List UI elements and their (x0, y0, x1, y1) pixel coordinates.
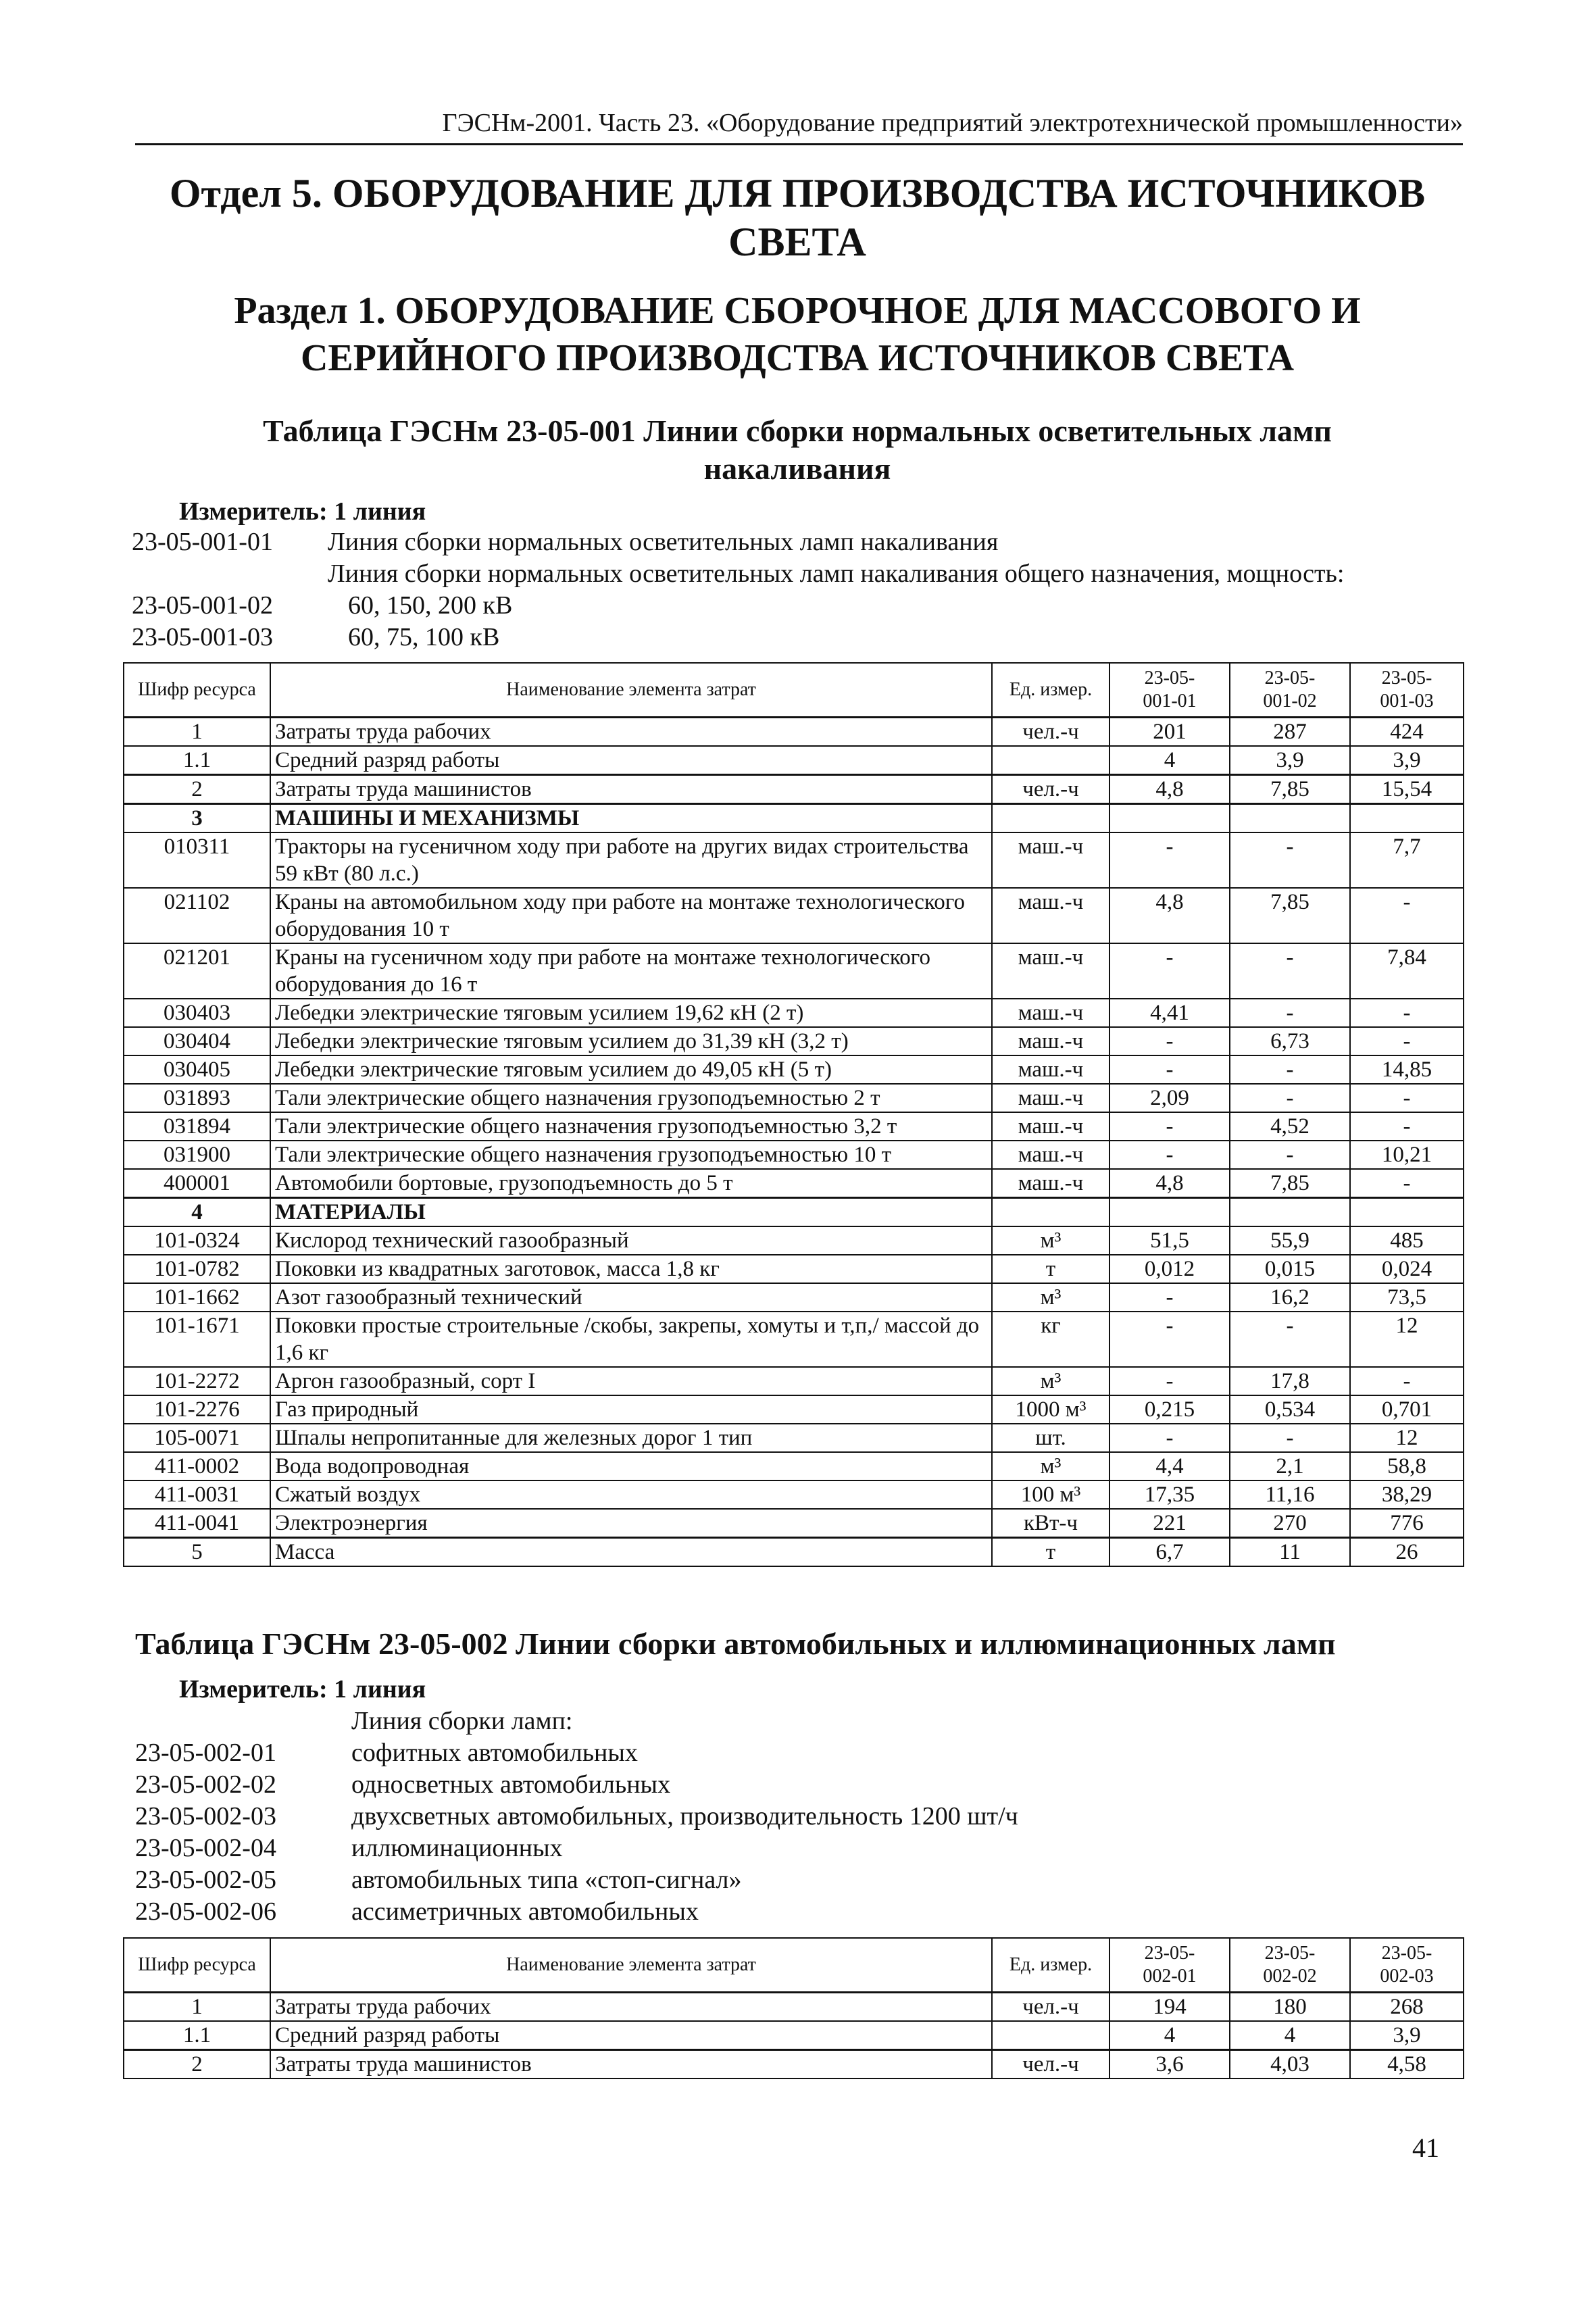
value-cell: 26 (1350, 1537, 1464, 1566)
cost-element-cell: Вода водопроводная (270, 1452, 992, 1480)
unit-cell: маш.-ч (992, 1055, 1109, 1084)
unit-cell: м³ (992, 1367, 1109, 1395)
unit-cell: кг (992, 1312, 1109, 1367)
running-header: ГЭСНм-2001. Часть 23. «Оборудование предприятий электротехнической промышленности» (135, 108, 1463, 145)
code: 23-05-002-05 (135, 1866, 276, 1894)
code-description: софитных автомобильных (351, 1739, 638, 1767)
resource-code-cell: 1 (124, 1992, 270, 2021)
value-cell: 10,21 (1350, 1141, 1464, 1169)
cost-element-cell: Затраты труда рабочих (270, 1992, 992, 2021)
code-row (135, 1770, 1419, 1801)
cost-element-cell: Шпалы непропитанные для железных дорог 1 тип (270, 1424, 992, 1452)
code: 23-05-002-04 (135, 1834, 276, 1862)
code: 23-05-001-02 (132, 591, 273, 620)
resource-code-cell: 031900 (124, 1141, 270, 1169)
resource-code-cell: 1.1 (124, 746, 270, 775)
value-cell: 12 (1350, 1312, 1464, 1367)
cost-element-cell: Газ природный (270, 1395, 992, 1424)
value-cell: - (1109, 1424, 1230, 1452)
table-row (124, 2049, 1464, 2078)
column-header: 23-05- 002-01 (1109, 1938, 1230, 1992)
code-row (135, 1738, 1419, 1770)
code-row (135, 1897, 1419, 1928)
column-header: 23-05- 002-02 (1230, 1938, 1350, 1992)
table-row (124, 1226, 1464, 1255)
cost-element-cell: Затраты труда машинистов (270, 774, 992, 803)
table-row (124, 746, 1464, 775)
cost-element-cell: МАШИНЫ И МЕХАНИЗМЫ (270, 803, 992, 832)
value-cell: 485 (1350, 1226, 1464, 1255)
resource-code-cell: 021102 (124, 888, 270, 943)
resource-code-cell: 101-0782 (124, 1255, 270, 1283)
unit-cell: чел.-ч (992, 717, 1109, 746)
cost-element-cell: Лебедки электрические тяговым усилием до 49,05 кН (5 т) (270, 1055, 992, 1084)
value-cell: - (1109, 1112, 1230, 1141)
value-cell: 38,29 (1350, 1480, 1464, 1509)
table-row (124, 774, 1464, 803)
cost-element-cell: Лебедки электрические тяговым усилием 19,62 кН (2 т) (270, 999, 992, 1027)
value-cell (1109, 1197, 1230, 1226)
table-row (124, 803, 1464, 832)
table-row (124, 1169, 1464, 1198)
value-cell: 4,8 (1109, 888, 1230, 943)
unit-cell: м³ (992, 1283, 1109, 1312)
value-cell (1109, 803, 1230, 832)
cost-element-cell: МАТЕРИАЛЫ (270, 1197, 992, 1226)
resource-code-cell: 101-1662 (124, 1283, 270, 1312)
value-cell: 424 (1350, 717, 1464, 746)
value-cell: - (1230, 1141, 1350, 1169)
value-cell: 4 (1109, 2021, 1230, 2050)
cost-element-cell: Сжатый воздух (270, 1480, 992, 1509)
value-cell (1350, 1197, 1464, 1226)
value-cell: 270 (1230, 1509, 1350, 1538)
value-cell: 14,85 (1350, 1055, 1464, 1084)
resource-code-cell: 411-0002 (124, 1452, 270, 1480)
value-cell (1350, 803, 1464, 832)
unit-cell: шт. (992, 1424, 1109, 1452)
code: 23-05-002-03 (135, 1802, 276, 1831)
resource-code-cell: 5 (124, 1537, 270, 1566)
table-row (124, 1480, 1464, 1509)
column-header: Наименование элемента затрат (270, 1938, 992, 1992)
unit-cell: маш.-ч (992, 1141, 1109, 1169)
resource-code-cell: 4 (124, 1197, 270, 1226)
value-cell: - (1350, 1367, 1464, 1395)
table1-body (124, 717, 1464, 1566)
value-cell: - (1109, 1312, 1230, 1367)
value-cell: 7,7 (1350, 832, 1464, 888)
table2-code-list (135, 1706, 1419, 1928)
value-cell: 51,5 (1109, 1226, 1230, 1255)
value-cell: - (1230, 1424, 1350, 1452)
cost-element-cell: Тракторы на гусеничном ходу при работе на других видах строительства 59 кВт (80 л.с.) (270, 832, 992, 888)
code-row (135, 1865, 1419, 1897)
unit-cell: т (992, 1255, 1109, 1283)
code-description: двухсветных автомобильных, производительность 1200 шт/ч (351, 1802, 1018, 1831)
code: 23-05-001-01 (132, 528, 273, 556)
value-cell: 4,41 (1109, 999, 1230, 1027)
value-cell: - (1230, 832, 1350, 888)
cost-element-cell: Лебедки электрические тяговым усилием до 31,39 кН (3,2 т) (270, 1027, 992, 1055)
table1-title-line-1: Таблица ГЭСНм 23-05-001 Линии сборки нормальных осветительных ламп (263, 414, 1332, 448)
cost-element-cell: Средний разряд работы (270, 2021, 992, 2050)
value-cell: 4,52 (1230, 1112, 1350, 1141)
code-description: односветных автомобильных (351, 1770, 671, 1799)
column-header: 23-05- 002-03 (1350, 1938, 1464, 1992)
value-cell: - (1350, 1169, 1464, 1198)
table-row (124, 1141, 1464, 1169)
page-number: 41 (1412, 2133, 1439, 2163)
column-header: Ед. измер. (992, 663, 1109, 717)
value-cell: 3,9 (1350, 2021, 1464, 2050)
column-header: Ед. измер. (992, 1938, 1109, 1992)
department-title-line-2: СВЕТА (728, 220, 866, 264)
cost-element-cell: Затраты труда рабочих (270, 717, 992, 746)
unit-cell: 100 м³ (992, 1480, 1109, 1509)
value-cell: 6,73 (1230, 1027, 1350, 1055)
cost-element-cell: Электроэнергия (270, 1509, 992, 1538)
value-cell: 6,7 (1109, 1537, 1230, 1566)
value-cell: 7,85 (1230, 774, 1350, 803)
value-cell: 3,9 (1350, 746, 1464, 775)
value-cell (1230, 1197, 1350, 1226)
code: 23-05-002-06 (135, 1897, 276, 1926)
section-title-line-2: СЕРИЙНОГО ПРОИЗВОДСТВА ИСТОЧНИКОВ СВЕТА (300, 337, 1295, 379)
value-cell: 73,5 (1350, 1283, 1464, 1312)
table-row (124, 1084, 1464, 1112)
table-row (124, 888, 1464, 943)
code: 23-05-001-03 (132, 623, 273, 651)
department-title (101, 169, 1493, 266)
value-cell: - (1109, 1367, 1230, 1395)
column-header: Шифр ресурса (124, 663, 270, 717)
value-cell: 4,58 (1350, 2049, 1464, 2078)
value-cell: 11 (1230, 1537, 1350, 1566)
unit-cell (992, 2021, 1109, 2050)
table-row (124, 943, 1464, 999)
value-cell: 0,024 (1350, 1255, 1464, 1283)
value-cell: 268 (1350, 1992, 1464, 2021)
table-row (124, 1424, 1464, 1452)
value-cell: 11,16 (1230, 1480, 1350, 1509)
value-cell: 201 (1109, 717, 1230, 746)
value-cell (1230, 803, 1350, 832)
value-cell: 0,701 (1350, 1395, 1464, 1424)
code-description: Линия сборки нормальных осветительных ламп накаливания (328, 528, 999, 556)
value-cell: 7,85 (1230, 888, 1350, 943)
table2-title: Таблица ГЭСНм 23-05-002 Линии сборки автомобильных и иллюминационных ламп (135, 1626, 1336, 1661)
section-title-line-1: Раздел 1. ОБОРУДОВАНИЕ СБОРОЧНОЕ ДЛЯ МАССОВОГО И (234, 290, 1361, 332)
value-cell: 58,8 (1350, 1452, 1464, 1480)
value-cell: 0,534 (1230, 1395, 1350, 1424)
resource-code-cell: 2 (124, 774, 270, 803)
code-description: 60, 150, 200 кВ (348, 591, 513, 620)
value-cell: - (1350, 1084, 1464, 1112)
unit-cell: маш.-ч (992, 1027, 1109, 1055)
value-cell: 16,2 (1230, 1283, 1350, 1312)
unit-cell: маш.-ч (992, 832, 1109, 888)
unit-cell: м³ (992, 1226, 1109, 1255)
value-cell: - (1230, 1312, 1350, 1367)
value-cell: - (1350, 999, 1464, 1027)
resource-code-cell: 031894 (124, 1112, 270, 1141)
resource-code-cell: 031893 (124, 1084, 270, 1112)
cost-element-cell: Тали электрические общего назначения грузоподъемностью 10 т (270, 1141, 992, 1169)
unit-cell: т (992, 1537, 1109, 1566)
value-cell: 4 (1230, 2021, 1350, 2050)
resource-code-cell: 030403 (124, 999, 270, 1027)
value-cell: 17,8 (1230, 1367, 1350, 1395)
table1-meter: Измеритель: 1 линия (179, 497, 426, 526)
table-row (124, 1992, 1464, 2021)
code: 23-05-002-01 (135, 1739, 276, 1767)
resource-code-cell: 1 (124, 717, 270, 746)
cost-element-cell: Средний разряд работы (270, 746, 992, 775)
table1-title (101, 412, 1493, 488)
table-row (124, 832, 1464, 888)
value-cell: - (1109, 1027, 1230, 1055)
value-cell: 180 (1230, 1992, 1350, 2021)
department-title-line-1: Отдел 5. ОБОРУДОВАНИЕ ДЛЯ ПРОИЗВОДСТВА ИСТОЧНИКОВ (169, 171, 1426, 216)
value-cell: 17,35 (1109, 1480, 1230, 1509)
resource-code-cell: 101-0324 (124, 1226, 270, 1255)
value-cell: - (1230, 943, 1350, 999)
cost-element-cell: Тали электрические общего назначения грузоподъемностью 2 т (270, 1084, 992, 1112)
resource-code-cell: 101-2272 (124, 1367, 270, 1395)
value-cell: 3,9 (1230, 746, 1350, 775)
value-cell: - (1109, 1283, 1230, 1312)
unit-cell: чел.-ч (992, 1992, 1109, 2021)
unit-cell: кВт-ч (992, 1509, 1109, 1538)
code-row (135, 1801, 1419, 1833)
table-row (124, 1255, 1464, 1283)
unit-cell: чел.-ч (992, 774, 1109, 803)
code-description: Линия сборки нормальных осветительных ламп накаливания общего назначения, мощность: (328, 559, 1345, 588)
value-cell: 15,54 (1350, 774, 1464, 803)
unit-cell: 1000 м³ (992, 1395, 1109, 1424)
resource-code-cell: 400001 (124, 1169, 270, 1198)
resource-code-cell: 010311 (124, 832, 270, 888)
value-cell: 2,1 (1230, 1452, 1350, 1480)
cost-element-cell: Кислород технический газообразный (270, 1226, 992, 1255)
unit-cell: маш.-ч (992, 943, 1109, 999)
code-description: автомобильных типа «стоп-сигнал» (351, 1866, 742, 1894)
column-header: 23-05- 001-02 (1230, 663, 1350, 717)
table-row (124, 999, 1464, 1027)
resource-code-cell: 411-0031 (124, 1480, 270, 1509)
value-cell: - (1230, 1055, 1350, 1084)
cost-element-cell: Аргон газообразный, сорт I (270, 1367, 992, 1395)
value-cell: - (1109, 832, 1230, 888)
unit-cell (992, 803, 1109, 832)
code-row (132, 527, 1449, 559)
code: 23-05-002-02 (135, 1770, 276, 1799)
value-cell: - (1109, 1055, 1230, 1084)
table-row (124, 1283, 1464, 1312)
table2-meter: Измеритель: 1 линия (179, 1675, 426, 1703)
value-cell: 7,84 (1350, 943, 1464, 999)
resource-code-cell: 105-0071 (124, 1424, 270, 1452)
column-header: 23-05- 001-01 (1109, 663, 1230, 717)
table2-body (124, 1992, 1464, 2078)
unit-cell: маш.-ч (992, 1084, 1109, 1112)
table-row (124, 1509, 1464, 1538)
cost-element-cell: Тали электрические общего назначения грузоподъемностью 3,2 т (270, 1112, 992, 1141)
unit-cell: м³ (992, 1452, 1109, 1480)
section-title (101, 287, 1493, 382)
code-description: 60, 75, 100 кВ (348, 623, 500, 651)
unit-cell: маш.-ч (992, 1112, 1109, 1141)
table-row (124, 1395, 1464, 1424)
resource-code-cell: 411-0041 (124, 1509, 270, 1538)
unit-cell: маш.-ч (992, 1169, 1109, 1198)
table-header-row (124, 1938, 1464, 1992)
value-cell: 0,015 (1230, 1255, 1350, 1283)
resource-code-cell: 1.1 (124, 2021, 270, 2050)
code-row (132, 591, 1449, 622)
table-row (124, 1027, 1464, 1055)
value-cell: 4,8 (1109, 774, 1230, 803)
value-cell: 4,03 (1230, 2049, 1350, 2078)
value-cell: 0,215 (1109, 1395, 1230, 1424)
table-row (124, 1537, 1464, 1566)
value-cell: - (1230, 1084, 1350, 1112)
column-header: 23-05- 001-03 (1350, 663, 1464, 717)
value-cell: 194 (1109, 1992, 1230, 2021)
cost-element-cell: Краны на гусеничном ходу при работе на монтаже технологического оборудования до 16 т (270, 943, 992, 999)
resource-code-cell: 2 (124, 2049, 270, 2078)
column-header: Шифр ресурса (124, 1938, 270, 1992)
table2-norms (123, 1937, 1464, 2079)
table-row (124, 717, 1464, 746)
table-row (124, 1452, 1464, 1480)
cost-element-cell: Масса (270, 1537, 992, 1566)
resource-code-cell: 101-1671 (124, 1312, 270, 1367)
code-row (135, 1833, 1419, 1865)
cost-element-cell: Краны на автомобильном ходу при работе на монтаже технологического оборудования 10 т (270, 888, 992, 943)
unit-cell: маш.-ч (992, 999, 1109, 1027)
value-cell: - (1350, 1027, 1464, 1055)
table-row (124, 1112, 1464, 1141)
table1-title-line-2: накаливания (703, 451, 891, 486)
value-cell: 4,4 (1109, 1452, 1230, 1480)
unit-cell: маш.-ч (992, 888, 1109, 943)
value-cell: 221 (1109, 1509, 1230, 1538)
code-row (132, 559, 1449, 591)
value-cell: 12 (1350, 1424, 1464, 1452)
table-row (124, 1055, 1464, 1084)
unit-cell (992, 746, 1109, 775)
table-row (124, 1197, 1464, 1226)
value-cell: 776 (1350, 1509, 1464, 1538)
table-row (124, 1312, 1464, 1367)
code-description: иллюминационных (351, 1834, 563, 1862)
value-cell: - (1109, 943, 1230, 999)
resource-code-cell: 030405 (124, 1055, 270, 1084)
cost-element-cell: Автомобили бортовые, грузоподъемность до 5 т (270, 1169, 992, 1198)
column-header: Наименование элемента затрат (270, 663, 992, 717)
cost-element-cell: Поковки простые строительные /скобы, закрепы, хомуты и т,п,/ массой до 1,6 кг (270, 1312, 992, 1367)
value-cell: - (1230, 999, 1350, 1027)
table-row (124, 2021, 1464, 2050)
cost-element-cell: Поковки из квадратных заготовок, масса 1,8 кг (270, 1255, 992, 1283)
table-header-row (124, 663, 1464, 717)
value-cell: 55,9 (1230, 1226, 1350, 1255)
value-cell: 0,012 (1109, 1255, 1230, 1283)
value-cell: 287 (1230, 717, 1350, 746)
resource-code-cell: 030404 (124, 1027, 270, 1055)
value-cell: 7,85 (1230, 1169, 1350, 1198)
value-cell: 2,09 (1109, 1084, 1230, 1112)
cost-element-cell: Азот газообразный технический (270, 1283, 992, 1312)
resource-code-cell: 101-2276 (124, 1395, 270, 1424)
resource-code-cell: 3 (124, 803, 270, 832)
value-cell: 3,6 (1109, 2049, 1230, 2078)
value-cell: - (1350, 888, 1464, 943)
unit-cell (992, 1197, 1109, 1226)
table-row (124, 1367, 1464, 1395)
code-list-intro: Линия сборки ламп: (351, 1707, 573, 1735)
code-row (132, 622, 1449, 654)
value-cell: - (1350, 1112, 1464, 1141)
code-row (135, 1706, 1419, 1738)
resource-code-cell: 021201 (124, 943, 270, 999)
unit-cell: чел.-ч (992, 2049, 1109, 2078)
table1-code-list (132, 527, 1449, 654)
cost-element-cell: Затраты труда машинистов (270, 2049, 992, 2078)
table1-norms (123, 662, 1464, 1567)
code-description: ассиметричных автомобильных (351, 1897, 699, 1926)
value-cell: 4 (1109, 746, 1230, 775)
value-cell: 4,8 (1109, 1169, 1230, 1198)
value-cell: - (1109, 1141, 1230, 1169)
